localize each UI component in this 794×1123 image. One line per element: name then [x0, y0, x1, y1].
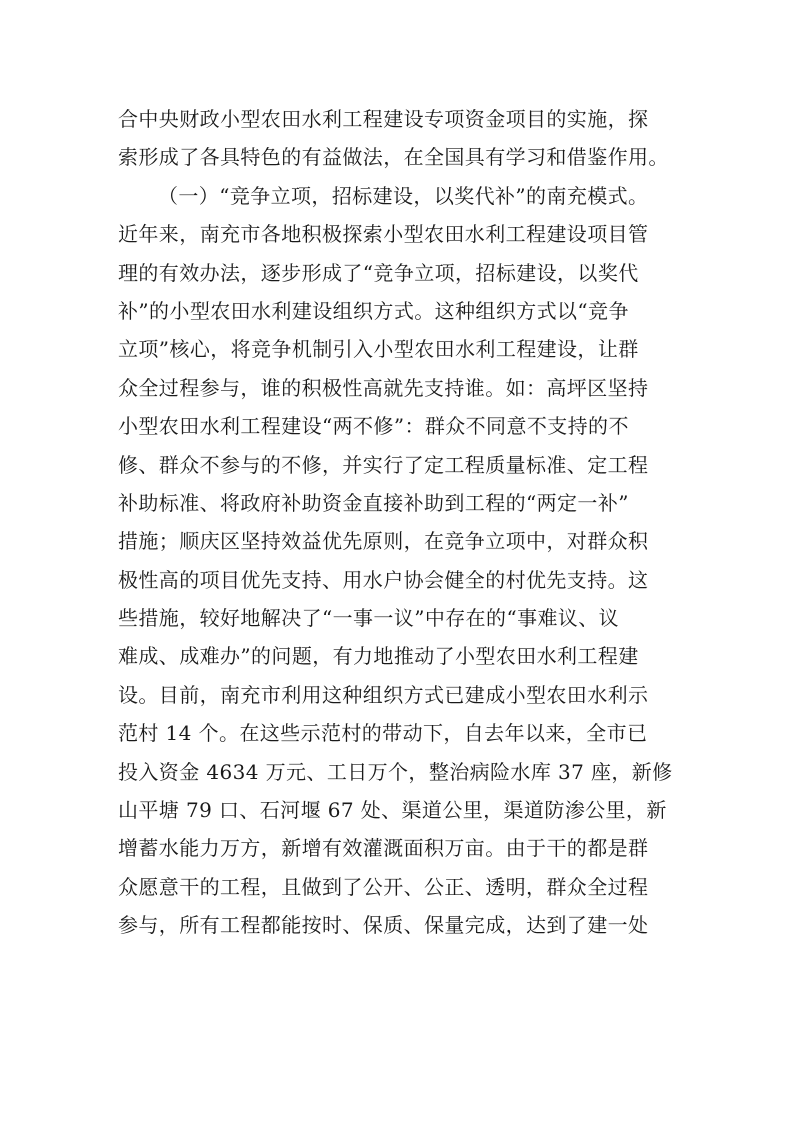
body-text	[118, 100, 698, 945]
text-line: 参与，所有工程都能按时、保质、保量完成，达到了建一处	[118, 913, 649, 938]
text-line: 山平塘 79 口、石河堰 67 处、渠道公里，渠道防渗公里，新	[118, 798, 667, 823]
text-line: 范村 14 个。在这些示范村的带动下，自去年以来，全市已	[118, 721, 648, 746]
text-line: 增蓄水能力万方，新增有效灌溉面积万亩。由于干的都是群	[118, 836, 649, 861]
text-line: 极性高的项目优先支持、用水户协会健全的村优先支持。这	[118, 567, 649, 592]
text-line: 索形成了各具特色的有益做法，在全国具有学习和借鉴作用。	[118, 145, 669, 170]
text-line: 理的有效办法，逐步形成了“竞争立项，招标建设，以奖代	[118, 260, 639, 285]
text-line: 投入资金 4634 万元、工日万个，整治病险水库 37 座，新修	[118, 759, 673, 784]
text-line: 措施；顺庆区坚持效益优先原则，在竞争立项中，对群众积	[118, 529, 649, 554]
text-line: 补”的小型农田水利建设组织方式。这种组织方式以“竞争	[118, 298, 629, 323]
text-line: 众愿意干的工程，且做到了公开、公正、透明，群众全过程	[118, 874, 649, 899]
text-line: 合中央财政小型农田水利工程建设专项资金项目的实施，探	[118, 107, 649, 131]
text-line: 近年来，南充市各地积极探索小型农田水利工程建设项目管	[118, 222, 649, 247]
section-heading-line: （一）“竞争立项，招标建设，以奖代补”的南充模式。	[158, 183, 649, 208]
text-line: 补助标准、将政府补助资金直接补助到工程的“两定一补”	[118, 490, 629, 515]
text-line: 些措施，较好地解决了“一事一议”中存在的“事难议、议	[118, 606, 620, 631]
text-line: 众全过程参与，谁的积极性高就先支持谁。如：高坪区坚持	[118, 375, 649, 400]
text-line: 立项”核心，将竞争机制引入小型农田水利工程建设，让群	[118, 337, 639, 362]
text-line: 修、群众不参与的不修，并实行了定工程质量标准、定工程	[118, 452, 649, 477]
text-line: 难成、成难办”的问题，有力地推动了小型农田水利工程建	[118, 644, 639, 669]
text-line: 设。目前，南充市利用这种组织方式已建成小型农田水利示	[118, 682, 649, 707]
text-line: 小型农田水利工程建设“两不修”：群众不同意不支持的不	[118, 414, 629, 439]
